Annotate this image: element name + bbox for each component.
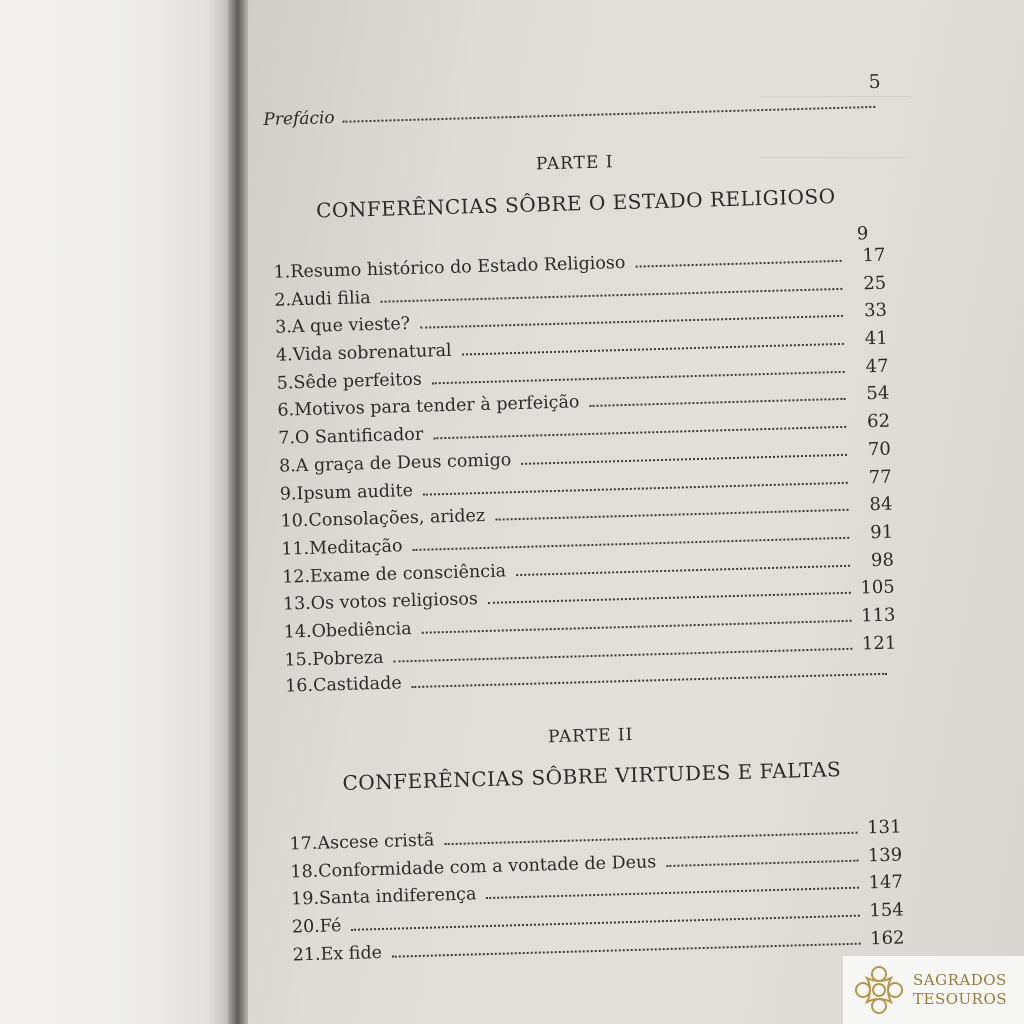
entry-page: 147 <box>868 871 904 894</box>
entry-number: 6. <box>277 400 295 422</box>
watermark-line-2: TESOUROS <box>913 990 1008 1008</box>
part-1-title: CONFERÊNCIAS SÔBRE O ESTADO RELIGIOSO <box>315 184 836 223</box>
entry-number: 10. <box>280 511 309 532</box>
dot-leader <box>589 397 845 407</box>
dot-leader <box>462 342 844 356</box>
entry-number: 5. <box>276 372 294 394</box>
entry-number: 8. <box>278 456 297 477</box>
dot-leader <box>521 453 847 465</box>
entry-title: Ascese cristã <box>317 830 435 854</box>
entry-page: 70 <box>867 438 892 461</box>
entry-number: 21. <box>292 944 321 966</box>
entry-number: 1. <box>273 262 291 283</box>
book-gutter <box>228 0 250 1024</box>
entry-number: 11. <box>281 538 310 560</box>
dot-leader <box>412 672 887 688</box>
entry-page: 47 <box>865 355 889 378</box>
entry-page: 91 <box>869 521 894 544</box>
entry-number: 19. <box>290 889 320 910</box>
entry-title: Meditação <box>308 536 403 559</box>
entry-page: 84 <box>869 493 893 516</box>
entry-title: O Santificador <box>294 424 424 449</box>
dot-leader <box>516 563 850 575</box>
entry-title: Vida sobrenatural <box>292 340 452 366</box>
dot-leader <box>392 941 860 957</box>
entry-title: Os votos religiosos <box>310 589 479 615</box>
dot-leader <box>343 105 876 123</box>
part-1-list <box>273 245 897 705</box>
entry-title: Consolações, aridez <box>308 506 486 532</box>
entry-number: 2. <box>274 289 292 311</box>
entry-title: A graça de Deus comigo <box>295 450 512 477</box>
entry-page: 131 <box>866 816 902 839</box>
ornament-icon <box>849 960 909 1020</box>
entry-number: 13. <box>282 594 312 615</box>
entry-page: 33 <box>863 300 888 322</box>
dot-leader <box>394 646 853 662</box>
entry-title: Exame de consciência <box>309 560 507 587</box>
part-2-list <box>289 816 905 971</box>
preface-entry <box>263 93 883 130</box>
dot-leader <box>420 314 843 329</box>
entry-title: Ex fide <box>320 942 383 965</box>
watermark-line-1: SAGRADOS <box>913 971 1007 989</box>
entry-page: 113 <box>860 604 896 627</box>
entry-title: Motivos para tender à perfeição <box>293 392 580 421</box>
entry-title: Fé <box>319 916 342 937</box>
left-page <box>0 0 232 1024</box>
dot-leader <box>495 508 848 521</box>
dot-leader <box>422 619 852 634</box>
entry-number: 12. <box>281 566 311 588</box>
entry-title: Sêde perfeitos <box>293 369 423 393</box>
entry-number: 3. <box>274 317 293 339</box>
entry-number: 14. <box>283 621 312 643</box>
preface-label: Prefácio <box>263 107 335 130</box>
entry-page: 62 <box>866 410 891 433</box>
entry-page: 98 <box>870 549 895 571</box>
entry-page: 17 <box>862 244 886 267</box>
dot-leader <box>381 287 843 303</box>
dot-leader <box>432 370 845 385</box>
dot-leader <box>413 536 850 551</box>
entry-title: Pobreza <box>312 647 384 670</box>
part-2-label: PARTE II <box>547 724 634 748</box>
dot-leader <box>433 425 846 440</box>
dot-leader <box>488 591 851 604</box>
watermark-logo <box>843 956 1024 1024</box>
table-of-contents <box>262 52 927 970</box>
entry-page: 77 <box>868 466 892 488</box>
entry-page: 25 <box>862 272 887 294</box>
entry-number: 4. <box>275 345 293 366</box>
dot-leader <box>423 480 848 495</box>
preface-page: 5 <box>868 70 881 94</box>
part-2-title: CONFERÊNCIAS SÔBRE VIRTUDES E FALTAS <box>342 757 842 796</box>
dot-leader <box>486 886 858 899</box>
dot-leader <box>635 259 841 268</box>
entry-title: Obediência <box>311 618 412 642</box>
entry-title: Conformidade com a vontade de Deus <box>317 851 657 882</box>
entry-page: 139 <box>867 844 903 867</box>
entry-number: 7. <box>278 428 296 449</box>
entry-title: Santa indiferença <box>318 884 477 910</box>
entry-number: 18. <box>290 861 319 883</box>
entry-page: 105 <box>860 576 895 599</box>
entry-number: 9. <box>279 483 297 505</box>
entry-page: 162 <box>869 927 905 950</box>
entry-page: 154 <box>869 899 904 922</box>
entry-number: 15. <box>284 649 313 671</box>
entry-title: A que vieste? <box>291 314 411 338</box>
entry-title: Audi filia <box>290 287 371 310</box>
dot-leader <box>351 914 859 931</box>
entry-page: 41 <box>864 327 889 350</box>
part-1-first-page: 9 <box>856 223 869 245</box>
entry-number: 20. <box>291 916 321 938</box>
entry-number: 17. <box>289 833 318 855</box>
entry-page: 121 <box>861 632 897 655</box>
entry-page: 54 <box>866 383 890 405</box>
entry-title: Resumo histórico do Estado Religioso <box>290 252 626 283</box>
entry-title: Castidade <box>312 673 402 697</box>
part-1-label: PARTE I <box>535 152 614 175</box>
entry-title: Ipsum audite <box>296 480 414 504</box>
dot-leader <box>666 858 858 866</box>
dot-leader <box>444 831 857 846</box>
entry-number: 16. <box>284 676 314 697</box>
